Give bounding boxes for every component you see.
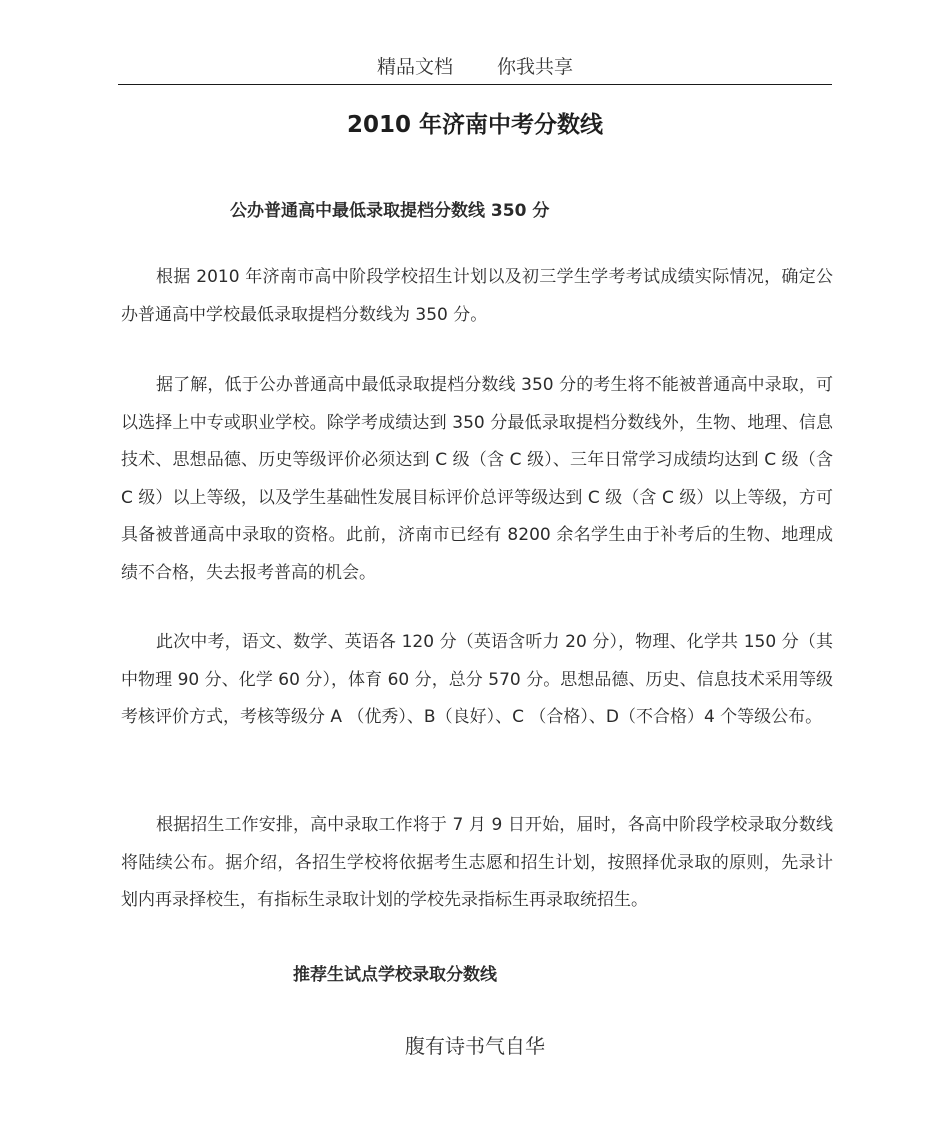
section-heading-1: 公办普通高中最低录取提档分数线 350 分 xyxy=(230,201,550,221)
document-title: 2010 年济南中考分数线 xyxy=(346,112,604,138)
page-footer: 腹有诗书气自华 xyxy=(405,1034,545,1058)
paragraph-3: 此次中考，语文、数学、英语各 120 分（英语含听力 20 分），物理、化学共 150 分（其中物理 90 分、化学 60 分），体育 60 分，总分 570 分。思想品德、历史、信息技术采用等级考核评价方式，考核等级分 A （优秀）、B（良好）、C （合格）、D（不合格）4 个等级公布。 xyxy=(121,632,833,727)
paragraph-4: 根据招生工作安排，高中录取工作将于 7 月 9 日开始，届时，各高中阶段学校录取分数线将陆续公布。据介绍，各招生学校将依据考生志愿和招生计划，按照择优录取的原则，先录计划内再录择校生，有指标生录取计划的学校先录指标生再录取统招生。 xyxy=(121,815,833,910)
header-right-text: 你我共享 xyxy=(497,56,574,78)
paragraph-1: 根据 2010 年济南市高中阶段学校招生计划以及初三学生学考考试成绩实际情况，确定公办普通高中学校最低录取提档分数线为 350 分。 xyxy=(121,267,833,325)
header-left-text: 精品文档 xyxy=(376,56,453,78)
paragraph-2: 据了解，低于公办普通高中最低录取提档分数线 350 分的考生将不能被普通高中录取，可以选择上中专或职业学校。除学考成绩达到 350 分最低录取提档分数线外，生物、地理、信息技术、思想品德、历史等级评价必须达到 C 级（含 C 级）、三年日常学习成绩均达到 C 级（含 C 级）以上等级，以及学生基础性发展目标评价总评等级达到 C 级（含 C 级）以上等级，方可具备被普通高中录取的资格。此前，济南市已经有 8200 余名学生由于补考后的生物、地理成绩不合格，失去报考普高的机会。 xyxy=(121,375,833,583)
page-header xyxy=(118,52,832,85)
section-heading-2: 推荐生试点学校录取分数线 xyxy=(293,965,497,985)
